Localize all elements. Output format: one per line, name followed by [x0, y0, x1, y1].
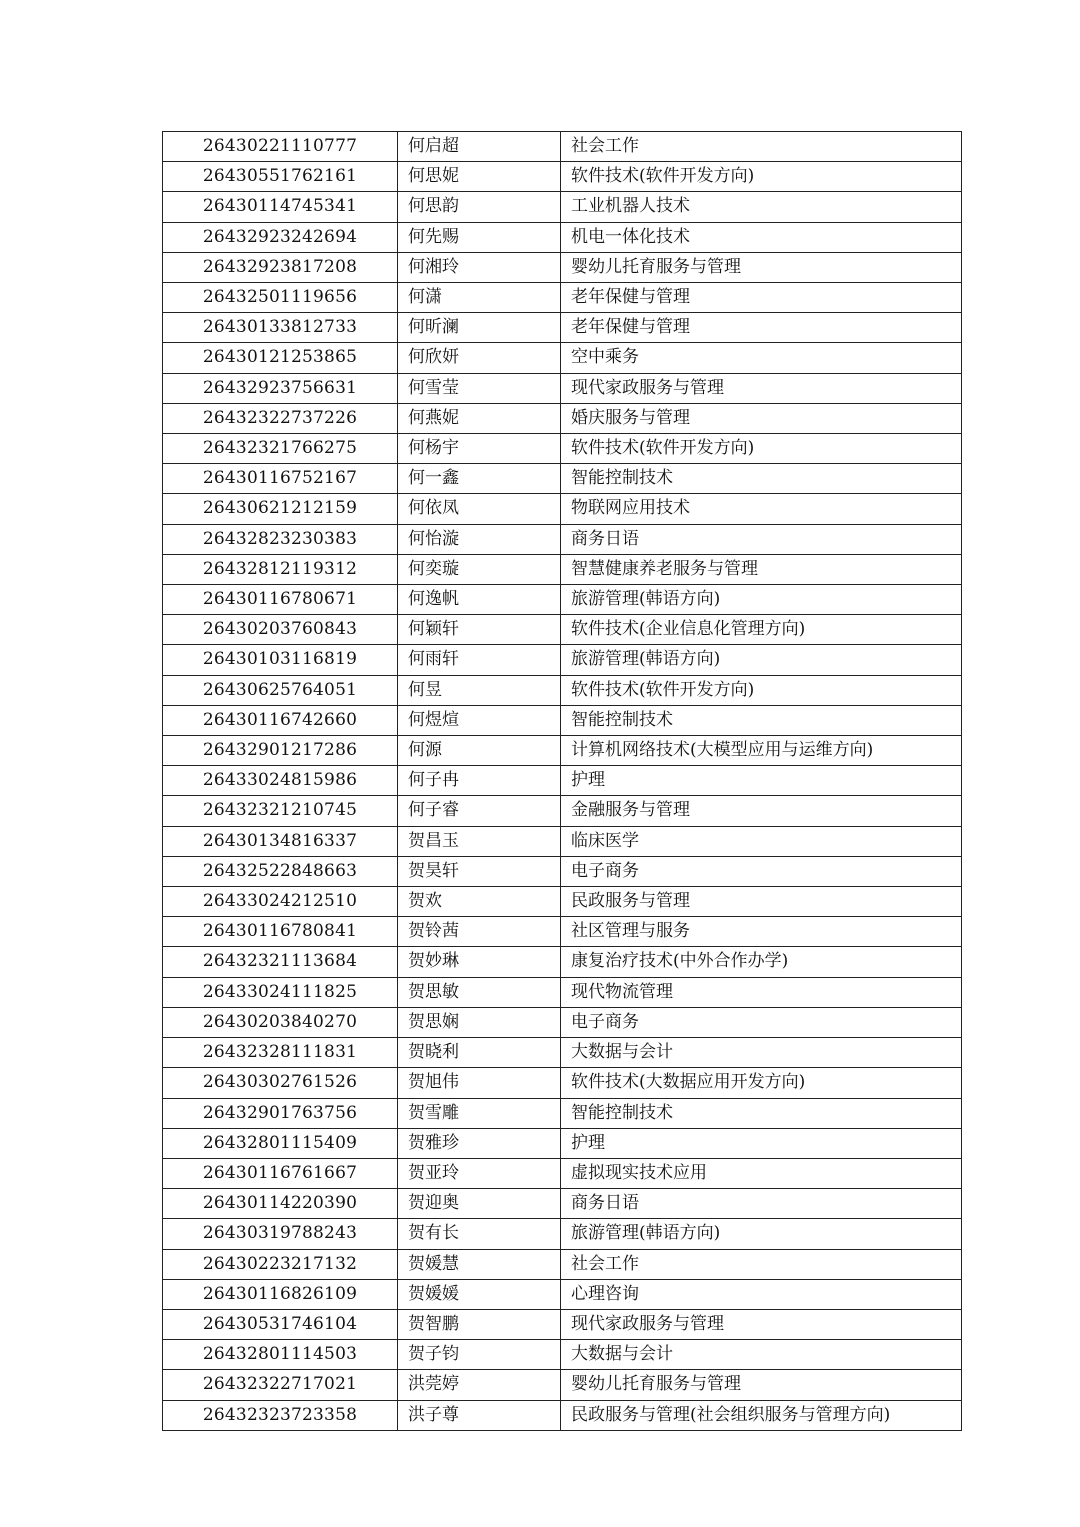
student-name-cell: 贺亚玲 [398, 1158, 561, 1188]
student-name-cell: 何雪莹 [398, 373, 561, 403]
major-cell: 空中乘务 [561, 343, 962, 373]
major-cell: 商务日语 [561, 1189, 962, 1219]
candidate-id-cell: 26432923756631 [163, 373, 398, 403]
candidate-id-cell: 26432923242694 [163, 222, 398, 252]
table-row [163, 887, 962, 917]
table-row [163, 675, 962, 705]
major-cell: 大数据与会计 [561, 1038, 962, 1068]
candidate-id-cell: 26430116742660 [163, 705, 398, 735]
table-row [163, 1128, 962, 1158]
student-name-cell: 贺昊轩 [398, 856, 561, 886]
table-row [163, 977, 962, 1007]
student-name-cell: 何子冉 [398, 766, 561, 796]
table-row [163, 373, 962, 403]
major-cell: 婚庆服务与管理 [561, 403, 962, 433]
candidate-id-cell: 26432901217286 [163, 736, 398, 766]
table-row [163, 1158, 962, 1188]
table-row [163, 554, 962, 584]
major-cell: 工业机器人技术 [561, 192, 962, 222]
student-name-cell: 贺昌玉 [398, 826, 561, 856]
major-cell: 电子商务 [561, 856, 962, 886]
major-cell: 现代家政服务与管理 [561, 1309, 962, 1339]
student-name-cell: 何昕澜 [398, 313, 561, 343]
candidate-id-cell: 26430121253865 [163, 343, 398, 373]
table-row [163, 1068, 962, 1098]
student-name-cell: 何一鑫 [398, 464, 561, 494]
major-cell: 护理 [561, 1128, 962, 1158]
table-row [163, 524, 962, 554]
candidate-id-cell: 26432323723358 [163, 1400, 398, 1430]
candidate-id-cell: 26432321210745 [163, 796, 398, 826]
table-row [163, 917, 962, 947]
table-row [163, 1189, 962, 1219]
student-name-cell: 何依凤 [398, 494, 561, 524]
candidate-id-cell: 26430134816337 [163, 826, 398, 856]
table-row [163, 192, 962, 222]
student-name-cell: 贺子钧 [398, 1340, 561, 1370]
student-name-cell: 何奕璇 [398, 554, 561, 584]
student-name-cell: 贺妙琳 [398, 947, 561, 977]
candidate-id-cell: 26430203840270 [163, 1007, 398, 1037]
student-name-cell: 贺雪雕 [398, 1098, 561, 1128]
candidate-id-cell: 26430621212159 [163, 494, 398, 524]
major-cell: 智慧健康养老服务与管理 [561, 554, 962, 584]
table-row [163, 1249, 962, 1279]
major-cell: 社会工作 [561, 132, 962, 162]
candidate-id-cell: 26432322737226 [163, 403, 398, 433]
major-cell: 物联网应用技术 [561, 494, 962, 524]
major-cell: 康复治疗技术(中外合作办学) [561, 947, 962, 977]
candidate-id-cell: 26432321113684 [163, 947, 398, 977]
table-row [163, 1007, 962, 1037]
table-row [163, 283, 962, 313]
major-cell: 民政服务与管理 [561, 887, 962, 917]
major-cell: 老年保健与管理 [561, 313, 962, 343]
major-cell: 现代物流管理 [561, 977, 962, 1007]
table-row [163, 766, 962, 796]
table-row [163, 615, 962, 645]
table-row [163, 705, 962, 735]
student-name-cell: 何雨轩 [398, 645, 561, 675]
candidate-id-cell: 26430302761526 [163, 1068, 398, 1098]
table-row [163, 313, 962, 343]
candidate-id-cell: 26430116752167 [163, 464, 398, 494]
candidate-id-cell: 26433024212510 [163, 887, 398, 917]
candidate-id-cell: 26432801115409 [163, 1128, 398, 1158]
major-cell: 婴幼儿托育服务与管理 [561, 1370, 962, 1400]
student-roster-table [162, 131, 962, 1431]
table-row [163, 252, 962, 282]
candidate-id-cell: 26432321766275 [163, 434, 398, 464]
table-row [163, 343, 962, 373]
candidate-id-cell: 26432801114503 [163, 1340, 398, 1370]
student-name-cell: 贺思娴 [398, 1007, 561, 1037]
table-row [163, 796, 962, 826]
student-name-cell: 何先赐 [398, 222, 561, 252]
major-cell: 社会工作 [561, 1249, 962, 1279]
major-cell: 旅游管理(韩语方向) [561, 1219, 962, 1249]
student-name-cell: 何煜煊 [398, 705, 561, 735]
candidate-id-cell: 26432522848663 [163, 856, 398, 886]
student-name-cell: 何昱 [398, 675, 561, 705]
candidate-id-cell: 26430223217132 [163, 1249, 398, 1279]
candidate-id-cell: 26430551762161 [163, 162, 398, 192]
candidate-id-cell: 26430116780841 [163, 917, 398, 947]
candidate-id-cell: 26430531746104 [163, 1309, 398, 1339]
student-name-cell: 贺媛慧 [398, 1249, 561, 1279]
student-name-cell: 何颖轩 [398, 615, 561, 645]
table-row [163, 1340, 962, 1370]
student-name-cell: 何源 [398, 736, 561, 766]
student-name-cell: 贺有长 [398, 1219, 561, 1249]
table-row [163, 403, 962, 433]
major-cell: 软件技术(企业信息化管理方向) [561, 615, 962, 645]
table-row [163, 947, 962, 977]
table-row [163, 856, 962, 886]
candidate-id-cell: 26432501119656 [163, 283, 398, 313]
student-name-cell: 洪莞婷 [398, 1370, 561, 1400]
candidate-id-cell: 26430221110777 [163, 132, 398, 162]
student-name-cell: 贺晓利 [398, 1038, 561, 1068]
candidate-id-cell: 26432328111831 [163, 1038, 398, 1068]
table-row [163, 434, 962, 464]
student-name-cell: 何怡漩 [398, 524, 561, 554]
candidate-id-cell: 26430116761667 [163, 1158, 398, 1188]
major-cell: 老年保健与管理 [561, 283, 962, 313]
student-name-cell: 何启超 [398, 132, 561, 162]
candidate-id-cell: 26430116826109 [163, 1279, 398, 1309]
student-name-cell: 贺智鹏 [398, 1309, 561, 1339]
major-cell: 软件技术(软件开发方向) [561, 162, 962, 192]
student-name-cell: 何逸帆 [398, 585, 561, 615]
table-row [163, 464, 962, 494]
student-name-cell: 贺旭伟 [398, 1068, 561, 1098]
candidate-id-cell: 26432322717021 [163, 1370, 398, 1400]
major-cell: 临床医学 [561, 826, 962, 856]
student-name-cell: 何杨宇 [398, 434, 561, 464]
candidate-id-cell: 26433024111825 [163, 977, 398, 1007]
major-cell: 心理咨询 [561, 1279, 962, 1309]
major-cell: 社区管理与服务 [561, 917, 962, 947]
student-name-cell: 何欣妍 [398, 343, 561, 373]
major-cell: 婴幼儿托育服务与管理 [561, 252, 962, 282]
candidate-id-cell: 26430203760843 [163, 615, 398, 645]
major-cell: 现代家政服务与管理 [561, 373, 962, 403]
table-row [163, 736, 962, 766]
table-row [163, 162, 962, 192]
major-cell: 大数据与会计 [561, 1340, 962, 1370]
major-cell: 民政服务与管理(社会组织服务与管理方向) [561, 1400, 962, 1430]
candidate-id-cell: 26430625764051 [163, 675, 398, 705]
major-cell: 护理 [561, 766, 962, 796]
table-row [163, 645, 962, 675]
table-row [163, 1309, 962, 1339]
candidate-id-cell: 26430114745341 [163, 192, 398, 222]
roster-body [163, 132, 962, 1431]
table-row [163, 826, 962, 856]
student-name-cell: 贺思敏 [398, 977, 561, 1007]
table-row [163, 1279, 962, 1309]
major-cell: 旅游管理(韩语方向) [561, 585, 962, 615]
table-row [163, 1370, 962, 1400]
table-row [163, 1098, 962, 1128]
table-row [163, 1038, 962, 1068]
table-row [163, 222, 962, 252]
student-name-cell: 何燕妮 [398, 403, 561, 433]
student-name-cell: 何潇 [398, 283, 561, 313]
candidate-id-cell: 26430319788243 [163, 1219, 398, 1249]
student-name-cell: 贺欢 [398, 887, 561, 917]
student-name-cell: 贺铃茜 [398, 917, 561, 947]
student-name-cell: 何子睿 [398, 796, 561, 826]
table-row [163, 1400, 962, 1430]
major-cell: 商务日语 [561, 524, 962, 554]
student-name-cell: 何思妮 [398, 162, 561, 192]
candidate-id-cell: 26430114220390 [163, 1189, 398, 1219]
major-cell: 电子商务 [561, 1007, 962, 1037]
student-name-cell: 洪子尊 [398, 1400, 561, 1430]
candidate-id-cell: 26430116780671 [163, 585, 398, 615]
major-cell: 智能控制技术 [561, 705, 962, 735]
major-cell: 软件技术(大数据应用开发方向) [561, 1068, 962, 1098]
table-row [163, 585, 962, 615]
major-cell: 智能控制技术 [561, 464, 962, 494]
candidate-id-cell: 26432823230383 [163, 524, 398, 554]
major-cell: 软件技术(软件开发方向) [561, 675, 962, 705]
student-name-cell: 贺媛媛 [398, 1279, 561, 1309]
major-cell: 智能控制技术 [561, 1098, 962, 1128]
table-row [163, 494, 962, 524]
student-name-cell: 何思韵 [398, 192, 561, 222]
student-name-cell: 贺迎奥 [398, 1189, 561, 1219]
table-row [163, 1219, 962, 1249]
major-cell: 旅游管理(韩语方向) [561, 645, 962, 675]
candidate-id-cell: 26430133812733 [163, 313, 398, 343]
student-name-cell: 何湘玲 [398, 252, 561, 282]
major-cell: 金融服务与管理 [561, 796, 962, 826]
table-row [163, 132, 962, 162]
candidate-id-cell: 26433024815986 [163, 766, 398, 796]
candidate-id-cell: 26432901763756 [163, 1098, 398, 1128]
candidate-id-cell: 26432812119312 [163, 554, 398, 584]
candidate-id-cell: 26430103116819 [163, 645, 398, 675]
major-cell: 软件技术(软件开发方向) [561, 434, 962, 464]
candidate-id-cell: 26432923817208 [163, 252, 398, 282]
major-cell: 机电一体化技术 [561, 222, 962, 252]
major-cell: 虚拟现实技术应用 [561, 1158, 962, 1188]
student-name-cell: 贺雅珍 [398, 1128, 561, 1158]
major-cell: 计算机网络技术(大模型应用与运维方向) [561, 736, 962, 766]
